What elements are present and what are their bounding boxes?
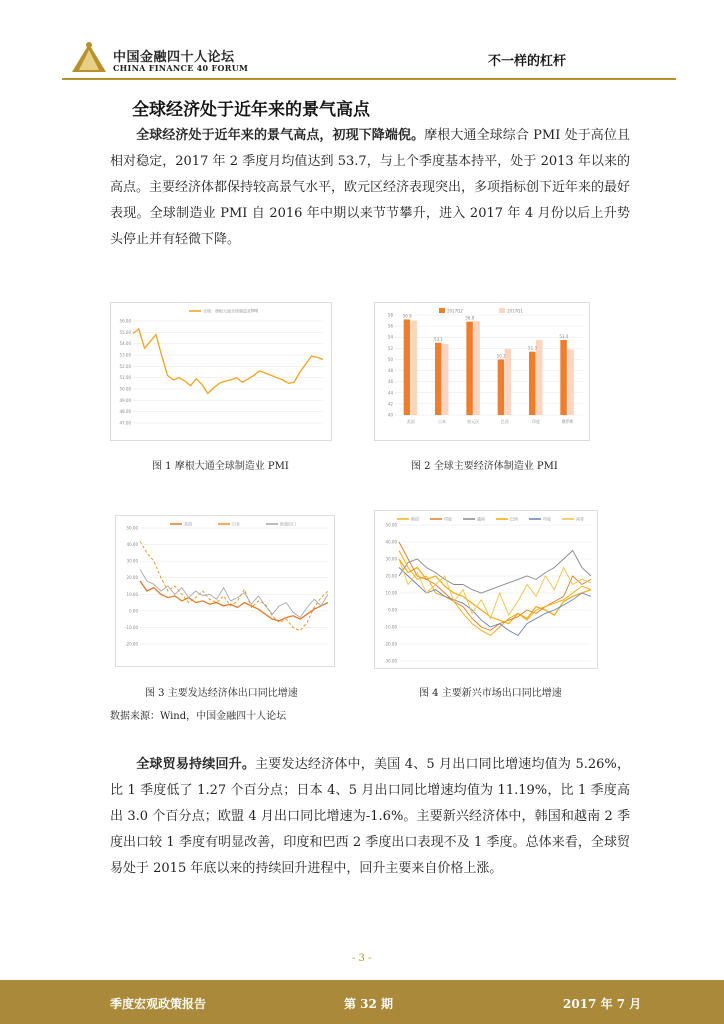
- y-tick-label: 49.00: [119, 397, 131, 403]
- y-tick-label: -20.00: [125, 641, 138, 647]
- y-tick-label: -10.00: [125, 624, 138, 630]
- legend-label: 2017Q1: [507, 308, 523, 314]
- paragraph-1-body: 摩根大通全球综合 PMI 处于高位且相对稳定，2017 年 2 季度月均值达到 53.7，与上个季度基本持平，处于 2013 年以来的高点。主要经济体都保持较高景气水平，欧元区经济表现突出，多项指标创下近年来的最好表现。全球制造业 PMI 自 2016 年中期以来节节攀升，进入 2017 年 4 月份以后上升势头停止并有轻微下降。: [110, 128, 631, 247]
- y-tick-label: 40: [387, 412, 393, 418]
- figure-3-chart: [115, 515, 335, 667]
- y-tick-label: 46: [387, 379, 393, 385]
- figure-1-caption: 图 1 摩根大通全球制造业 PMI: [152, 461, 289, 472]
- y-tick-label: -20.00: [384, 641, 397, 647]
- y-tick-label: -10.00: [384, 624, 397, 630]
- paragraph-1: [110, 123, 630, 253]
- y-tick-label: 47.00: [119, 420, 131, 426]
- y-tick-label: 48: [387, 368, 393, 374]
- figure-1-chart: [110, 302, 332, 441]
- forum-logo-icon: [70, 40, 108, 74]
- y-tick-label: 54: [387, 334, 393, 340]
- x-category-label: 欧元区: [467, 419, 480, 424]
- legend-swatch: [499, 308, 505, 313]
- figure-4-chart: [374, 510, 598, 669]
- paragraph-1-lead: 全球经济处于近年来的景气高点，初现下降端倪。: [136, 128, 425, 143]
- bar-q1: [567, 349, 574, 415]
- paragraph-2: [110, 752, 630, 882]
- y-tick-label: 20.00: [126, 575, 138, 581]
- bar-data-label: 51.3: [528, 345, 537, 351]
- legend-label: 日本: [232, 521, 240, 527]
- y-tick-label: 10.00: [126, 591, 138, 597]
- x-category-label: 巴西: [500, 419, 509, 424]
- y-tick-label: 40.00: [385, 539, 397, 545]
- bar-q2: [404, 319, 411, 415]
- y-tick-label: 58: [387, 312, 393, 318]
- y-tick-label: 50.00: [119, 386, 131, 392]
- y-tick-label: 53.00: [119, 352, 131, 358]
- bar-q1: [442, 344, 449, 415]
- y-tick-label: 44: [387, 390, 393, 396]
- y-tick-label: -30.00: [384, 658, 397, 664]
- bar-q2: [529, 352, 536, 415]
- bar-q1: [505, 349, 512, 415]
- bar-q2: [560, 340, 567, 415]
- y-tick-label: 51.00: [119, 375, 131, 381]
- series-line-2: [399, 542, 591, 630]
- legend-label: 全球：摩根大通全球制造业PMI: [203, 308, 259, 314]
- y-tick-label: 50.00: [126, 525, 138, 531]
- figure-3-caption: 图 3 主要发达经济体出口同比增速: [145, 688, 298, 699]
- legend-label: 2017Q2: [447, 308, 463, 314]
- legend-label: 印度: [543, 516, 551, 522]
- y-tick-label: 42: [387, 401, 393, 407]
- header-topic: 不一样的杠杆: [488, 54, 567, 69]
- y-tick-label: 52.00: [119, 363, 131, 369]
- y-tick-label: 50.00: [385, 522, 397, 528]
- header-divider: [62, 78, 676, 80]
- bar-data-label: 50.2: [496, 353, 506, 359]
- bar-q2: [466, 322, 473, 415]
- bar-q1: [473, 321, 480, 415]
- figure-4-caption: 图 4 主要新兴市场出口同比增速: [419, 688, 562, 699]
- bar-q1: [411, 321, 418, 415]
- bar-q2: [498, 359, 505, 415]
- legend-label: 巴西: [510, 516, 518, 522]
- legend-label: 印度: [444, 516, 452, 522]
- bar-data-label: 53.4: [559, 334, 569, 339]
- footer-report-name: 季度宏观政策报告: [110, 997, 207, 1011]
- figure-2-caption: 图 2 全球主要经济体制造业 PMI: [411, 461, 558, 472]
- x-category-label: 印度: [532, 419, 540, 424]
- x-category-label: 美国: [406, 419, 415, 424]
- x-category-label: 俄罗斯: [561, 419, 574, 424]
- y-tick-label: 0.00: [129, 608, 138, 614]
- footer-date: 2017 年 7 月: [563, 997, 642, 1011]
- bar-data-label: 53.1: [434, 336, 443, 342]
- data-source-note: 数据来源：Wind，中国金融四十人论坛: [110, 711, 287, 722]
- y-tick-label: 50: [387, 356, 393, 362]
- y-tick-label: 0.00: [388, 607, 397, 613]
- section-title: 全球经济处于近年来的景气高点: [132, 100, 370, 120]
- bar-data-label: 56.9: [402, 313, 412, 319]
- y-tick-label: 52: [387, 345, 393, 351]
- figure-2-chart: [374, 302, 590, 441]
- y-tick-label: 55.00: [119, 329, 131, 335]
- y-tick-label: 48.00: [119, 409, 131, 415]
- y-tick-label: 56.00: [119, 318, 131, 324]
- x-category-label: 日本: [438, 419, 446, 424]
- legend-label: 越南: [477, 516, 485, 522]
- y-tick-label: 10.00: [385, 590, 397, 596]
- y-tick-label: 54.00: [119, 341, 131, 347]
- legend-label: 美国: [184, 521, 192, 527]
- y-tick-label: 40.00: [126, 542, 138, 548]
- y-tick-label: 20.00: [385, 573, 397, 579]
- page-number: - 3 -: [352, 953, 372, 964]
- footer-issue: 第 32 期: [344, 997, 394, 1011]
- paragraph-2-body: 主要发达经济体中，美国 4、5 月出口同比增速均值为 5.26%，比 1 季度低了 1.27 个百分点；日本 4、5 月出口同比增速均值为 11.19%，比 1 季度高出 3.0 个百分点；欧盟 4 月出口同比增速为-1.6%。主要新兴经济体中，韩国和越南 2 季度出口较 1 季度有明显改善，印度和巴西 2 季度出口表现不及 1 季度。总体来看，全球贸易处于 2015 年底以来的持续回升进程中，回升主要来自价格上涨。: [110, 757, 630, 876]
- bar-q2: [435, 343, 442, 415]
- legend-label: 南非: [576, 516, 584, 522]
- legend-label: 欧盟出口: [280, 521, 296, 527]
- bar-data-label: 56.8: [465, 315, 475, 321]
- series-line-3: [140, 569, 328, 617]
- logo-english-name: CHINA FINANCE 40 FORUM: [113, 63, 249, 73]
- legend-label: 韩国: [411, 516, 419, 522]
- legend-swatch: [439, 308, 445, 313]
- logo-chinese-name: 中国金融四十人论坛: [113, 50, 235, 65]
- y-tick-label: 30.00: [385, 556, 397, 562]
- y-tick-label: 56: [387, 323, 393, 329]
- paragraph-2-lead: 全球贸易持续回升。: [136, 757, 256, 772]
- series-line-1: [133, 329, 323, 394]
- bar-q1: [536, 340, 543, 415]
- y-tick-label: 30.00: [126, 558, 138, 564]
